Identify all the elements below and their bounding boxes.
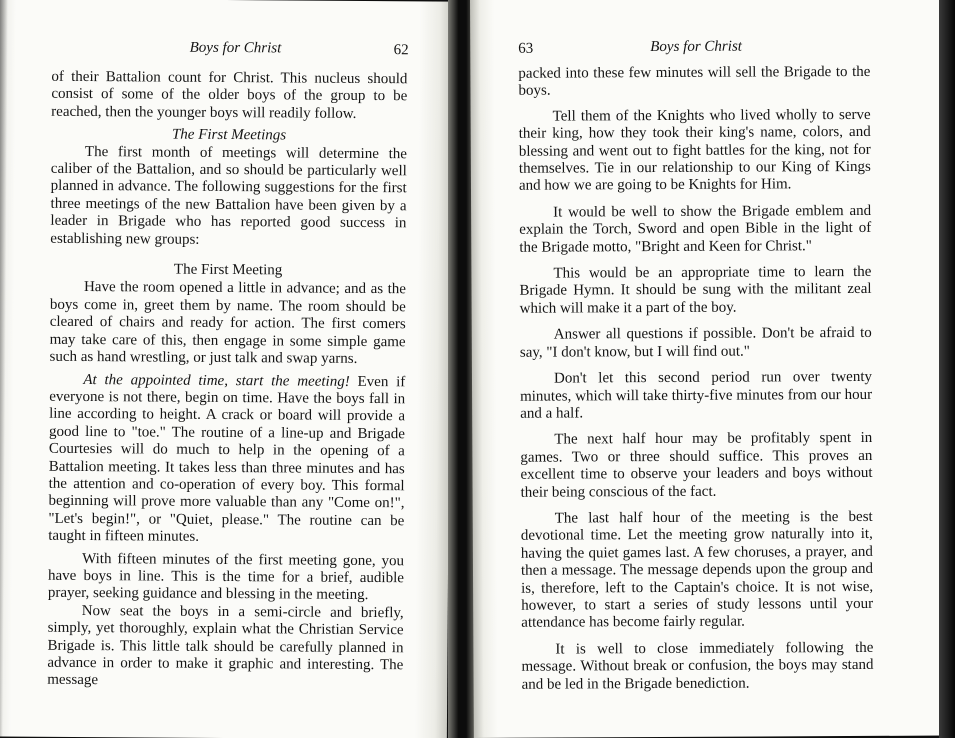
page-edge-shadow	[0, 0, 8, 736]
left-page	[0, 0, 452, 738]
paragraph-lead-italic: At the appointed time, start the meeting!	[83, 371, 350, 390]
paragraph-start-rest: Even if everyone is not there, begin on time. Have the boys fall in line according to height. A crack or board will provide a good line to "toe." The routine of a line-up and Brigade Courtesies will do much to help in the opening of a Battalion meeting. It takes less than three minutes and has the attention and co-operation of every boy. This formal beginning will prove more valuable than any "Come on!", "Let's begin!", or "Quiet, please." The routine can be taught in fifteen minutes.	[48, 373, 406, 545]
paragraph-explain: Now seat the boys in a semi-circle and briefly, simply, yet thoroughly, explain what the Christian Service Brigade is. This little talk should be carefully planned in advance in order to make it graphic and interesting. The message	[47, 602, 404, 689]
paragraph-devotional: The last half hour of the meeting is the best devotional time. Let the meeting grow naturally into it, having the quiet games last. A few choruses, a prayer, and then a message. The message depends upon the group and is, therefore, left to the Captain's choice. It is not wise, however, to start a series of study lessons until your attendance has become fairly regular.	[520, 508, 874, 632]
continued-paragraph: of their Battalion count for Christ. This nucleus should consist of some of the older boys of the group to be reached, then the younger boys will readily follow.	[51, 68, 408, 122]
paragraph-intro: The first month of meetings will determine the caliber of the Battalion, and so should be particularly well planned in advance. The following suggestions for the first three meetings of the new Battalion have been given by a leader in Brigade who has reported good success in establishing new groups:	[50, 143, 407, 248]
right-page	[470, 0, 944, 738]
paragraph-arrival: Have the room opened a little in advance; and as the boys come in, greet them by name. The room should be cleared of chairs and ready for action. The first comers may take care of this, then engage in some simple game such as hand wrestling, or just talk and swap yarns.	[49, 279, 407, 368]
paragraph-prayer: With fifteen minutes of the first meeting gone, you have boys in line. This is the time for a brief, audible prayer, seeking guidance and blessing in the meeting.	[47, 550, 405, 604]
paragraph-period: Don't let this second period run over twenty minutes, which will take thirty-five minutes from our hour and a half.	[520, 368, 873, 422]
paragraph-hymn: This would be an appropriate time to learn the Brigade Hymn. It should be sung with the militant zeal which will make it a part of the boy.	[519, 263, 872, 317]
left-page-body	[47, 69, 407, 692]
paragraph-questions: Answer all questions if possible. Don't be afraid to say, "I don't know, but I will find out."	[519, 325, 872, 361]
paragraph-knights: Tell them of the Knights who lived wholly to serve their king, how they took their king's name, colors, and blessing and went out to fight battles for the king, not for themselves. Tie in our relationship to our King of Kings and how we are going to be Knights for Him.	[518, 106, 871, 195]
running-header-left: Boys for Christ	[189, 39, 282, 57]
page-number-right: 63	[518, 40, 534, 57]
paragraph-close: It is well to close immediately following the message. Without break or confusion, the boys may stand and be led in the Brigade benediction.	[521, 639, 874, 693]
paragraph-games: The next half hour may be profitably spent in games. Two or three should suffice. This proves an excellent time to observe your leaders and boys without their being conscious of the fact.	[520, 430, 873, 501]
subsection-title: The First Meeting	[173, 261, 283, 279]
continued-paragraph: packed into these few minutes will sell the Brigade to the boys.	[518, 63, 871, 100]
section-title: The First Meetings	[171, 126, 287, 144]
paragraph-start-meeting	[48, 371, 405, 548]
page-number-left: 62	[393, 42, 409, 59]
right-edge-shadow	[939, 0, 955, 738]
running-header-right: Boys for Christ	[650, 38, 742, 56]
right-page-body	[518, 64, 873, 703]
paragraph-emblem: It would be well to show the Brigade emblem and explain the Torch, Sword and open Bible in the light of the Brigade motto, "Bright and Keen for Christ."	[519, 202, 872, 256]
